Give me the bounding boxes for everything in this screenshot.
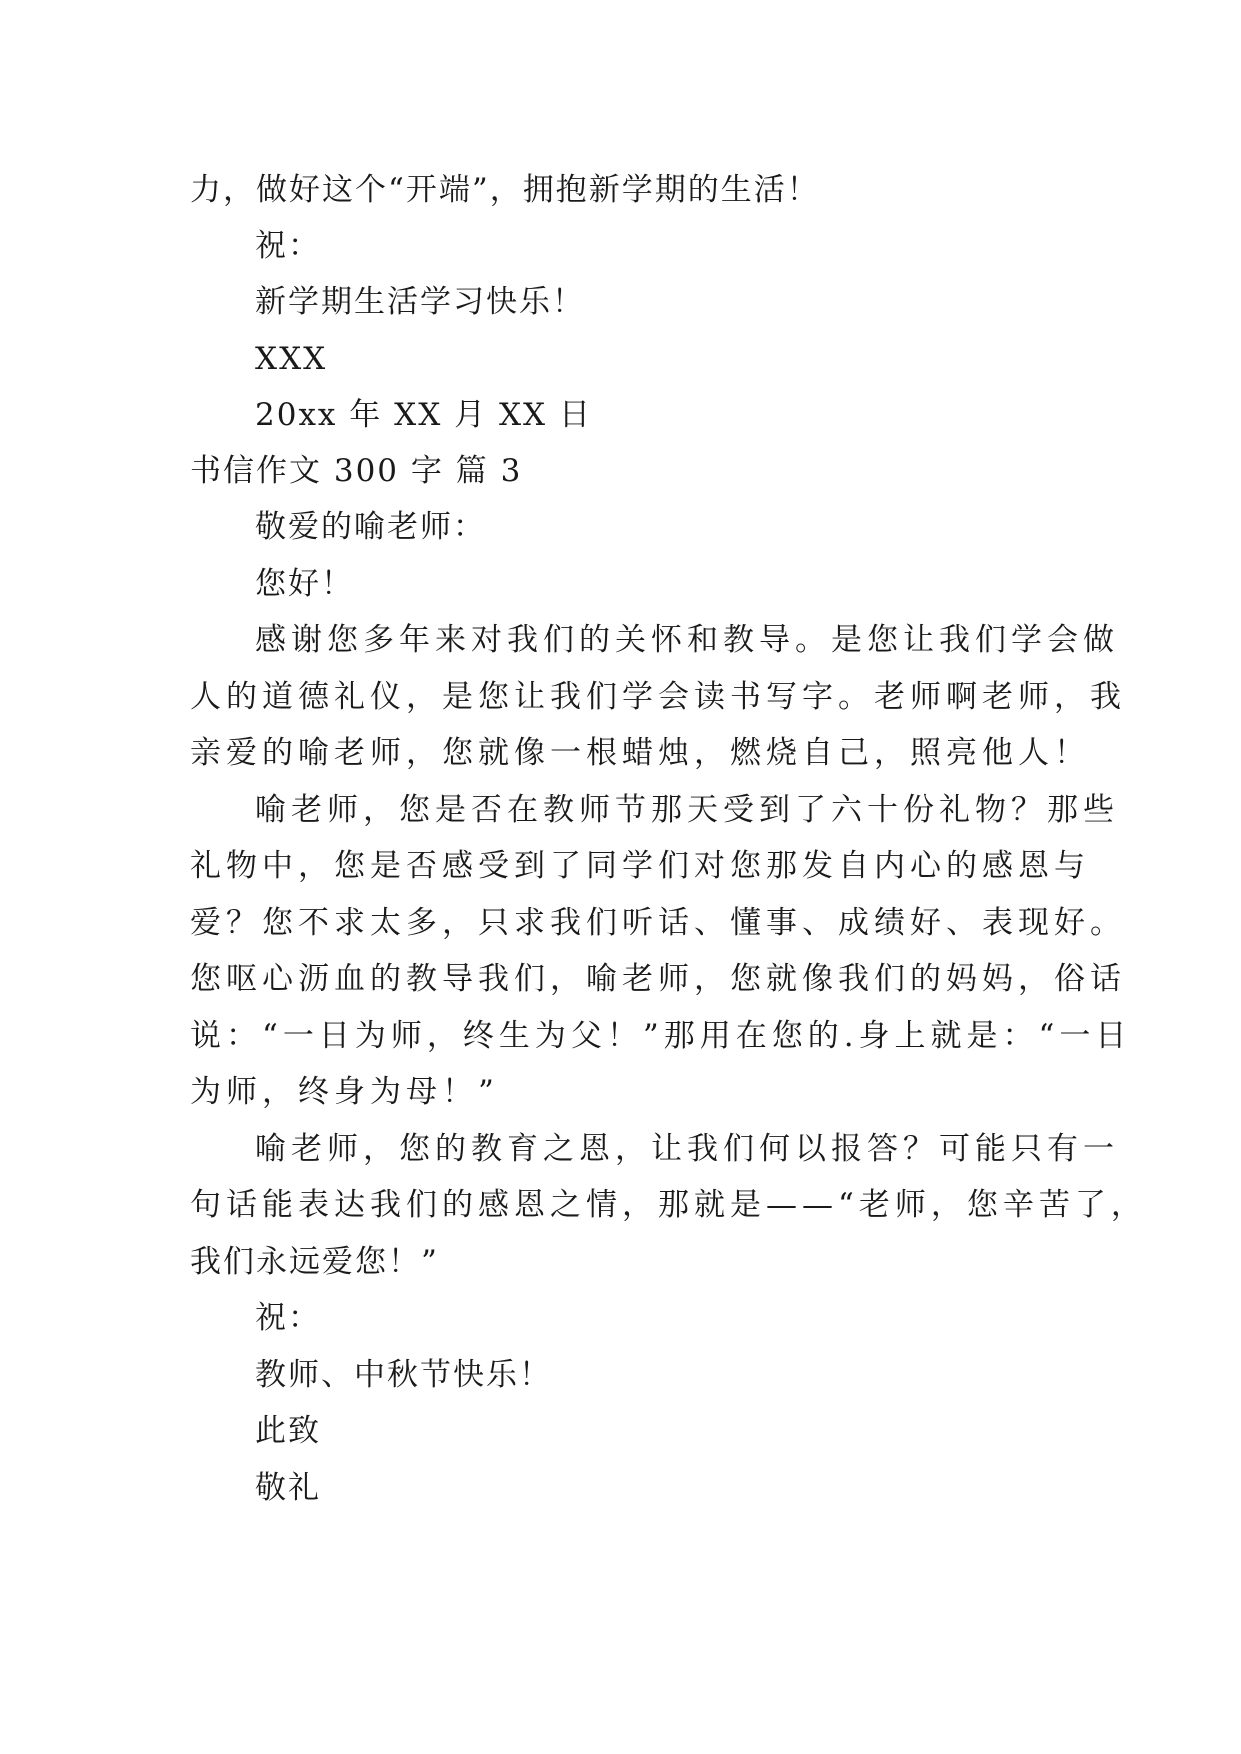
paragraph-line: 爱？您不求太多，只求我们听话、懂事、成绩好、表现好。 <box>190 905 1126 941</box>
paragraph-line: 力，做好这个“开端”，拥抱新学期的生活！ <box>190 172 820 208</box>
paragraph-line: 礼物中，您是否感受到了同学们对您那发自内心的感恩与 <box>190 848 1090 884</box>
paragraph-line: 为师，终身为母！” <box>190 1074 499 1110</box>
closing-wish-label: 祝： <box>255 1300 321 1336</box>
closing-salute: 敬礼 <box>255 1470 321 1506</box>
salutation: 敬爱的喻老师： <box>255 509 486 545</box>
greeting: 您好！ <box>255 566 354 602</box>
paragraph-line: 人的道德礼仪，是您让我们学会读书写字。老师啊老师，我 <box>190 679 1126 715</box>
paragraph-line: 我们永远爱您！” <box>190 1244 439 1280</box>
closing-wish-text: 教师、中秋节快乐！ <box>255 1357 552 1393</box>
paragraph-line: 您呕心沥血的教导我们，喻老师，您就像我们的妈妈，俗话 <box>190 961 1126 997</box>
paragraph-line: 句话能表达我们的感恩之情，那就是——“老师，您辛苦了， <box>190 1187 1147 1223</box>
paragraph-line: 感谢您多年来对我们的关怀和教导。是您让我们学会做 <box>255 622 1119 658</box>
signature-name: XXX <box>255 341 328 377</box>
closing-wish-label: 祝： <box>255 228 321 264</box>
closing-wish-text: 新学期生活学习快乐！ <box>255 284 585 320</box>
paragraph-line: 喻老师，您是否在教师节那天受到了六十份礼物？那些 <box>255 792 1119 828</box>
signature-date: 20xx 年 XX 月 XX 日 <box>255 397 592 433</box>
paragraph-line: 喻老师，您的教育之恩，让我们何以报答？可能只有一 <box>255 1131 1119 1167</box>
paragraph-line: 亲爱的喻老师，您就像一根蜡烛，燃烧自己，照亮他人！ <box>190 735 1090 771</box>
section-heading: 书信作文 300 字 篇 3 <box>190 453 523 489</box>
closing-phrase: 此致 <box>255 1413 321 1449</box>
paragraph-line: 说：“一日为师，终生为父！”那用在您的.身上就是：“一日 <box>190 1018 1132 1054</box>
